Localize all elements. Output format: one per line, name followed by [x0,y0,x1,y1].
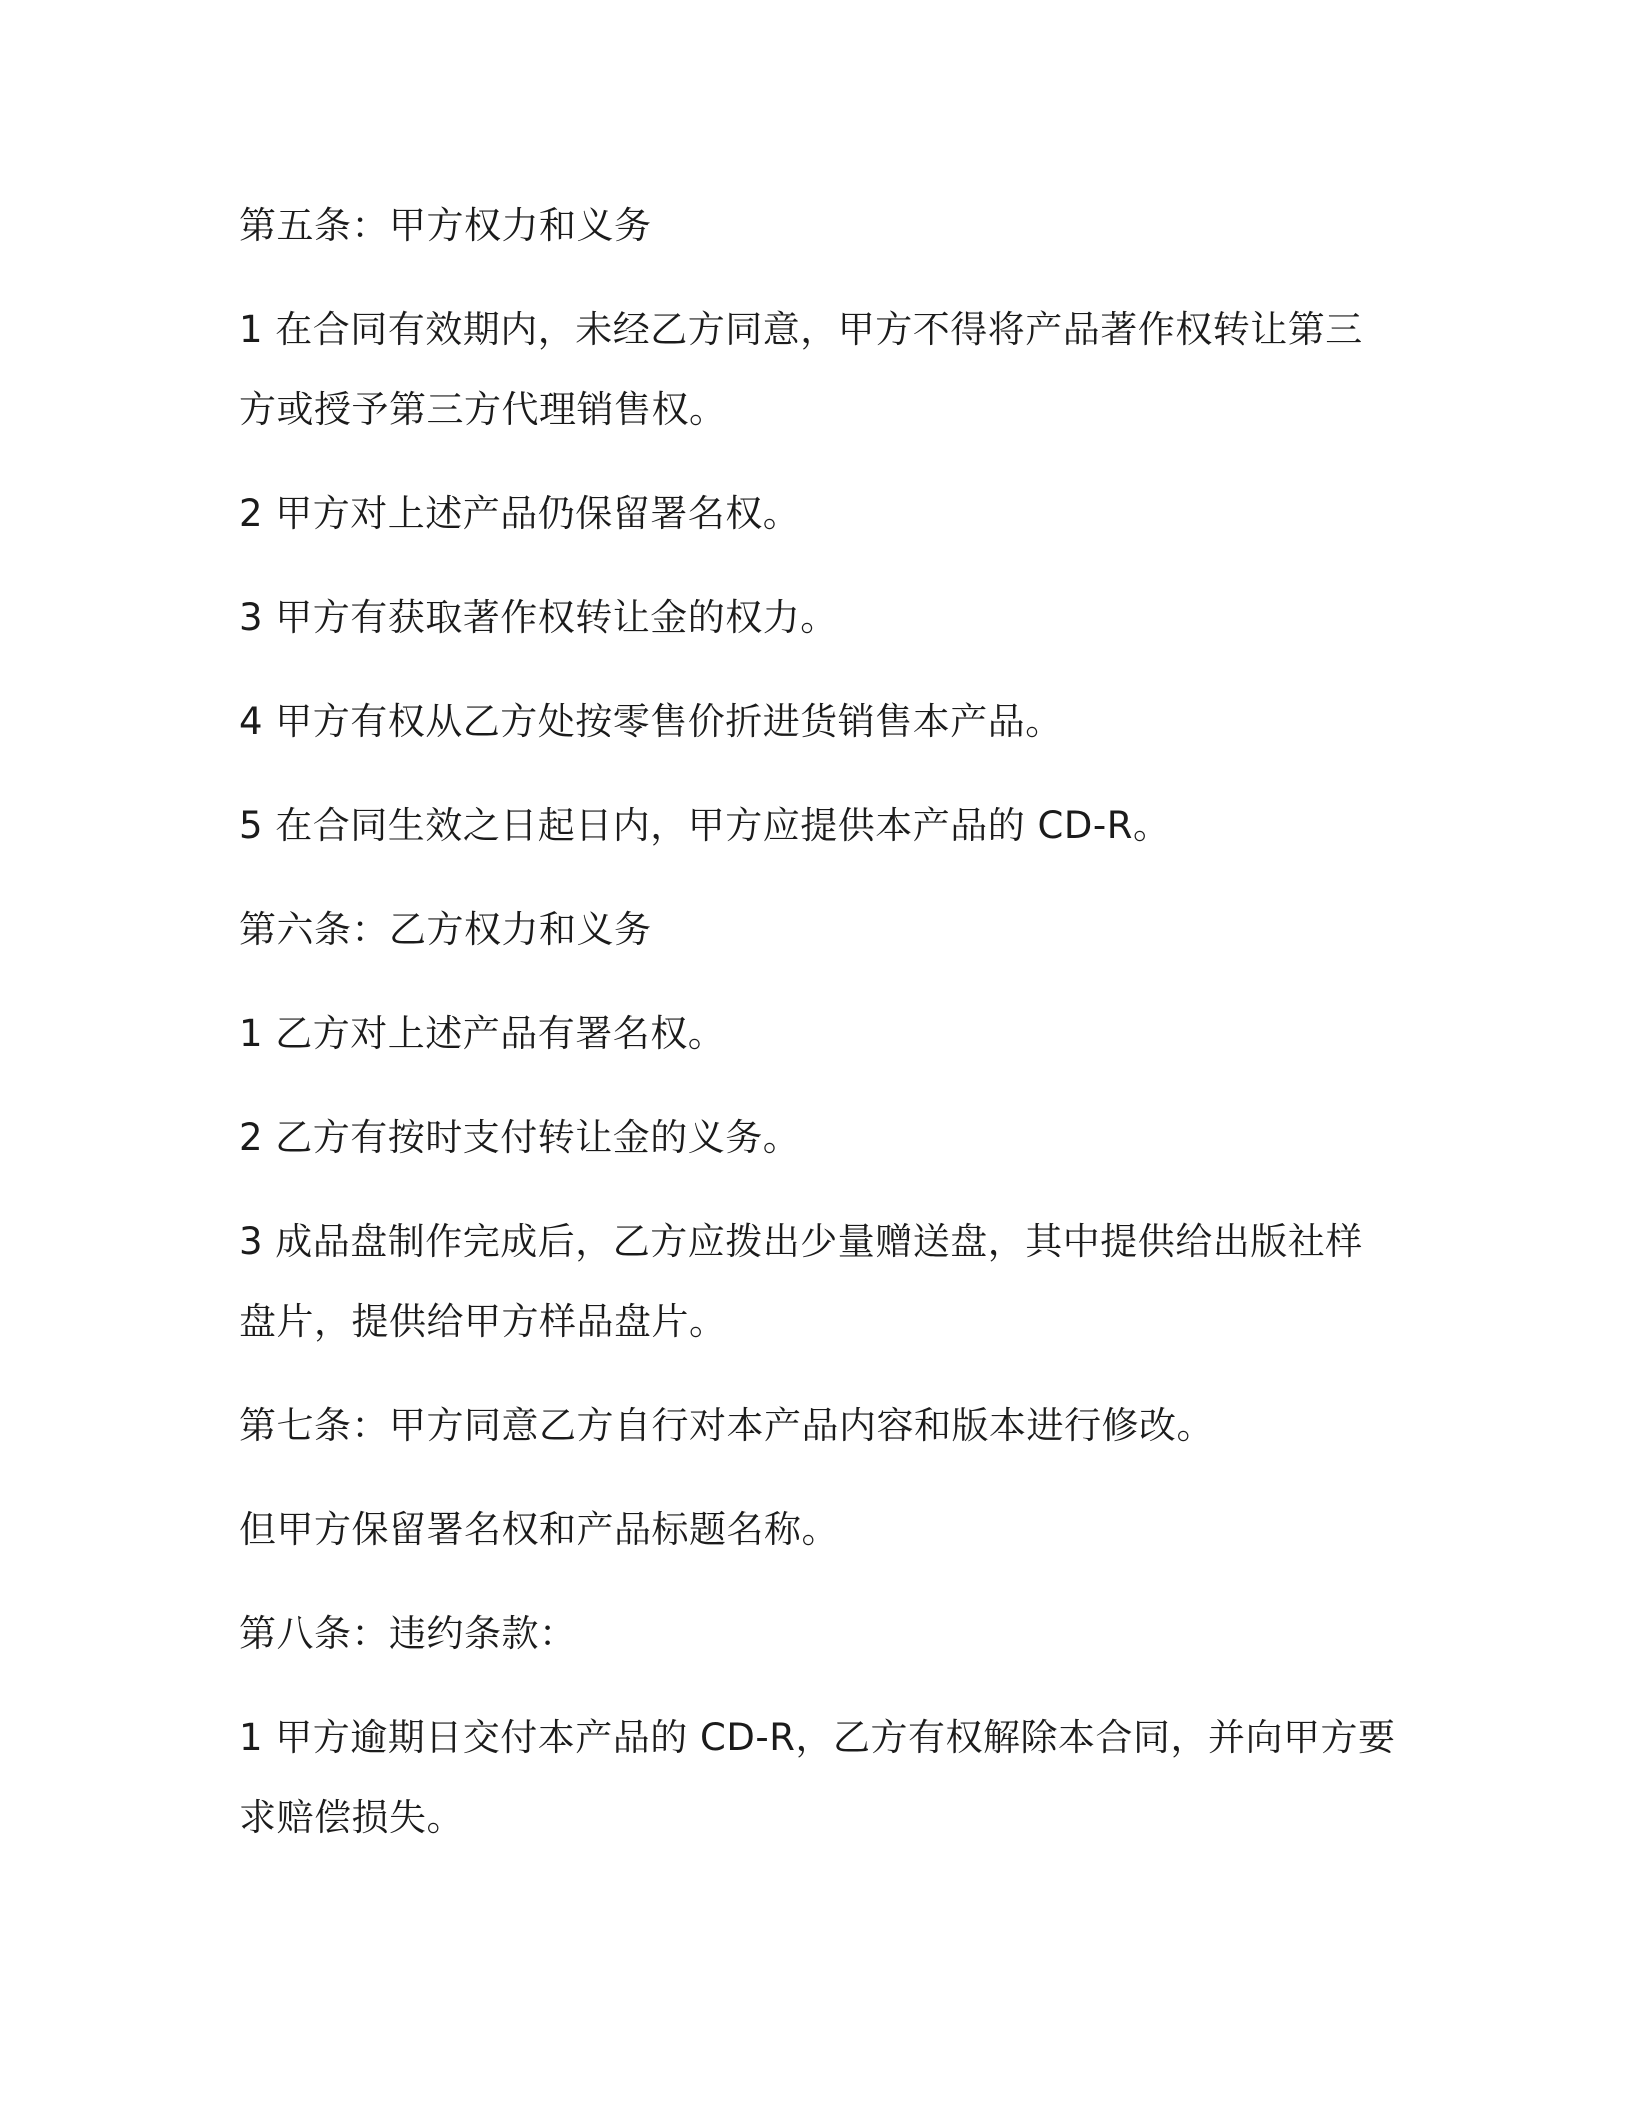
article-6-clause-1: 1 乙方对上述产品有署名权。 [239,1012,726,1055]
article-6-clause-3: 3 成品盘制作完成后，乙方应拨出少量赠送盘，其中提供给出版社样盘片，提供给甲方样品盘片。 [239,1220,1363,1343]
article-8-clause-1: 1 甲方逾期日交付本产品的 CD-R，乙方有权解除本合同，并向甲方要求赔偿损失。 [239,1716,1396,1839]
article-6-heading: 第六条：乙方权力和义务 [239,908,652,951]
document-body [239,186,1399,1882]
article-5-clause-1: 1 在合同有效期内，未经乙方同意，甲方不得将产品著作权转让第三方或授予第三方代理销售权。 [239,308,1363,431]
article-5-clause-4: 4 甲方有权从乙方处按零售价折进货销售本产品。 [239,700,1063,743]
article-6-clause-2: 2 乙方有按时支付转让金的义务。 [239,1116,801,1159]
article-5-clause-2: 2 甲方对上述产品仍保留署名权。 [239,492,801,535]
article-7-text: 但甲方保留署名权和产品标题名称。 [239,1508,839,1551]
article-7-heading: 第七条：甲方同意乙方自行对本产品内容和版本进行修改。 [239,1404,1214,1447]
article-5-clause-3: 3 甲方有获取著作权转让金的权力。 [239,596,838,639]
article-5-clause-5: 5 在合同生效之日起日内，甲方应提供本产品的 CD-R。 [239,804,1171,847]
article-8-heading: 第八条：违约条款： [239,1612,577,1655]
article-5-heading: 第五条：甲方权力和义务 [239,204,652,247]
